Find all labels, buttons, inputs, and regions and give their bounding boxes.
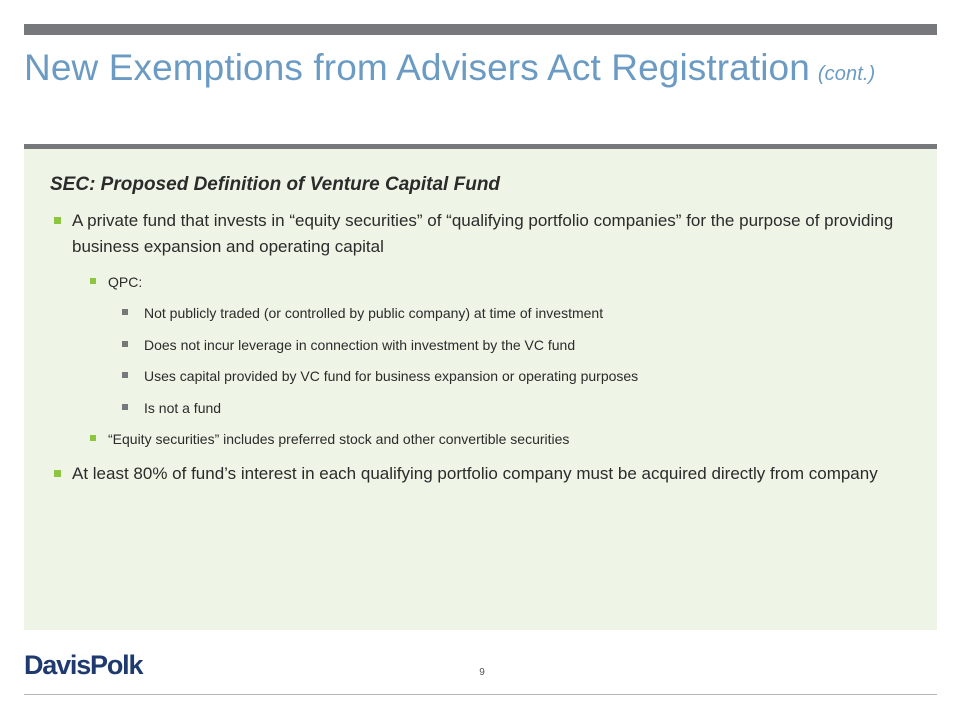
bullet-text: At least 80% of fund’s interest in each qualifying portfolio company must be acquired directly from company bbox=[72, 464, 878, 483]
section-heading: SEC: Proposed Definition of Venture Capital Fund bbox=[50, 174, 501, 195]
bullet-square-icon bbox=[90, 278, 96, 284]
slide-title-suffix: (cont.) bbox=[817, 63, 876, 85]
bullet-text: A private fund that invests in “equity securities” of “qualifying portfolio companies” for the purpose of providing business expansion and operating capital bbox=[72, 211, 894, 256]
davis-polk-logo: DavisPolk bbox=[24, 650, 143, 680]
sub-bullet-qpc bbox=[90, 273, 910, 291]
qpc-item bbox=[122, 399, 902, 417]
sub-bullet-text: QPC: bbox=[108, 274, 143, 290]
qpc-item-text: Uses capital provided by VC fund for business expansion or operating purposes bbox=[144, 368, 639, 384]
sub-bullet-equity-securities bbox=[90, 430, 910, 448]
top-rule-bar bbox=[24, 24, 937, 35]
bullet-square-icon bbox=[54, 470, 61, 477]
bottom-rule bbox=[24, 694, 937, 695]
slide-title bbox=[24, 47, 936, 89]
bullet-square-icon bbox=[122, 341, 128, 347]
page-number: 9 bbox=[479, 667, 485, 678]
bullet-square-icon bbox=[122, 372, 128, 378]
bullet-square-icon bbox=[122, 404, 128, 410]
qpc-item bbox=[122, 367, 902, 385]
qpc-item-text: Is not a fund bbox=[144, 400, 222, 416]
qpc-item-text: Not publicly traded (or controlled by public company) at time of investment bbox=[144, 305, 604, 321]
sub-bullet-text: “Equity securities” includes preferred stock and other convertible securities bbox=[108, 431, 570, 447]
bullet-eighty-percent bbox=[54, 461, 914, 487]
bullet-square-icon bbox=[54, 217, 61, 224]
qpc-item bbox=[122, 336, 902, 354]
qpc-item bbox=[122, 304, 902, 322]
qpc-item-text: Does not incur leverage in connection with investment by the VC fund bbox=[144, 337, 576, 353]
bullet-square-icon bbox=[90, 435, 96, 441]
bullet-private-fund bbox=[54, 208, 914, 260]
bullet-square-icon bbox=[122, 309, 128, 315]
slide-title-text: New Exemptions from Advisers Act Registration bbox=[24, 47, 810, 88]
